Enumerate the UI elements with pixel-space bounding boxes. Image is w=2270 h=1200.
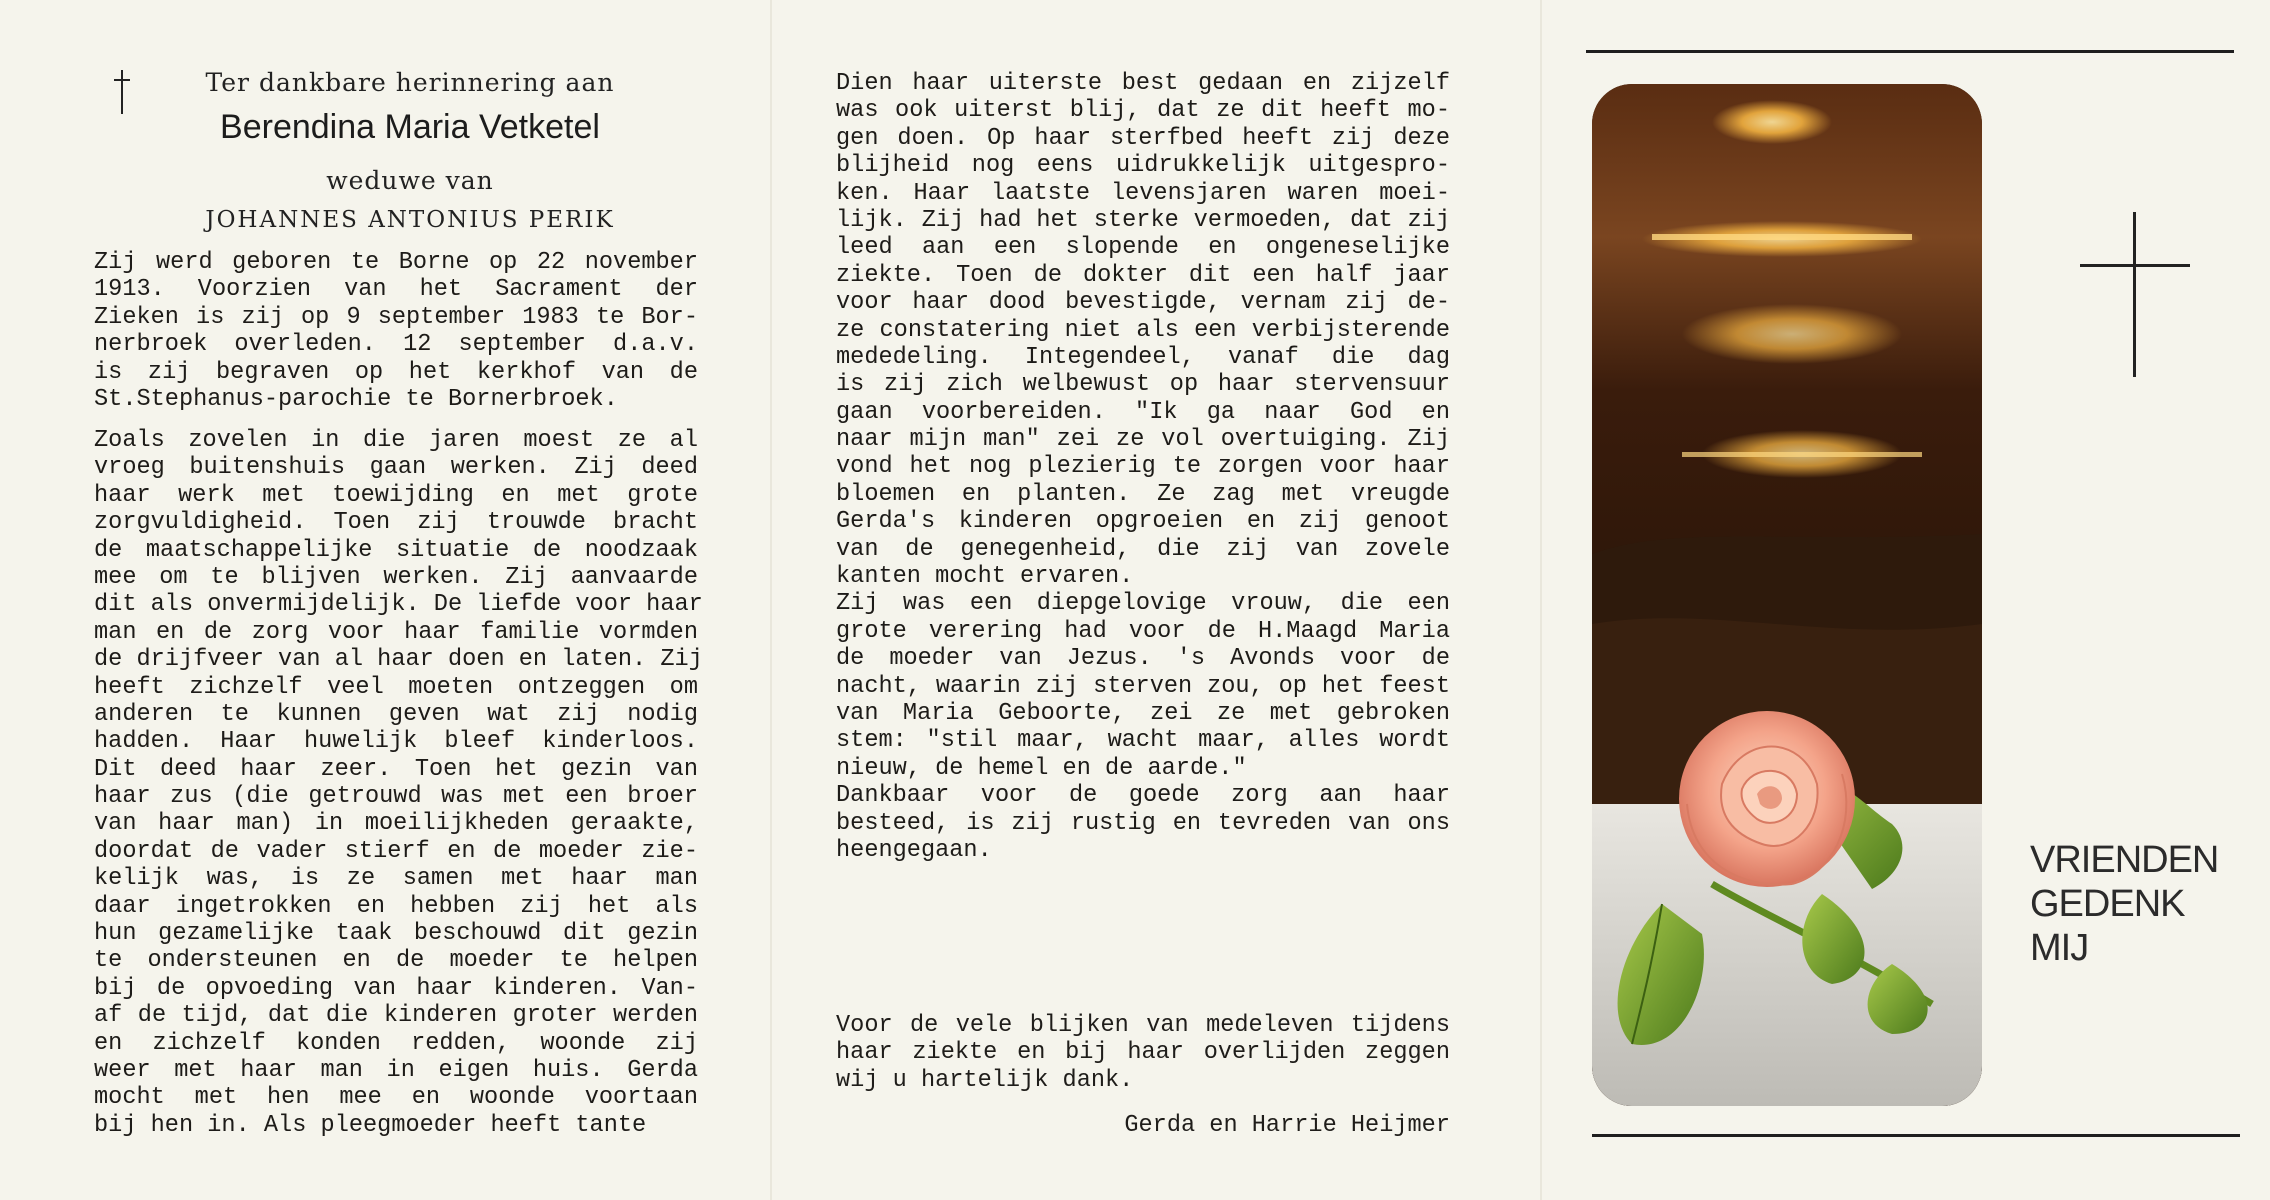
text-line: besteed, is zij rustig en tevreden van ons <box>836 809 1450 837</box>
memorial-heading: Ter dankbare herinnering aan <box>205 68 615 97</box>
text-line: Gerda's kinderen opgroeien en zij genoot <box>836 508 1450 536</box>
fold-line <box>1540 0 1542 1200</box>
motto-line: VRIENDEN <box>2030 839 2219 881</box>
text-line: stem: "stil maar, wacht maar, alles wordt <box>836 727 1450 755</box>
text-line: Voor de vele blijken van medeleven tijdens <box>836 1012 1450 1039</box>
signature: Gerda en Harrie Heijmer <box>1124 1112 1450 1139</box>
text-line: Zij was een diepgelovige vrouw, die een <box>836 590 1450 618</box>
life-story-paragraph <box>94 427 703 1139</box>
text-line: gen doen. Op haar sterfbed heeft zij deze <box>836 124 1450 152</box>
text-line: ze constatering niet als een verbijsterende <box>836 316 1450 344</box>
text-line: bij de opvoeding van haar kinderen. Van- <box>94 974 698 1002</box>
text-line: Zij werd geboren te Borne op 22 november <box>94 249 698 276</box>
text-line: heengegaan. <box>836 836 992 864</box>
text-line: vond het nog plezierig te zorgen voor haar <box>836 453 1450 481</box>
top-rule <box>1586 50 2234 53</box>
text-line: nieuw, de hemel en de aarde." <box>836 754 1247 782</box>
text-line: Dankbaar voor de goede zorg aan haar <box>836 782 1450 810</box>
birth-death-paragraph <box>94 249 698 413</box>
text-line: te ondersteunen en de moeder te helpen <box>94 947 698 975</box>
text-line: mocht met hen mee en woonde voortaan <box>94 1084 698 1112</box>
text-line: mededeling. Integendeel, vanaf die dag <box>836 343 1450 371</box>
text-line: is zij begraven op het kerkhof van de <box>94 358 698 386</box>
text-line: 1913. Voorzien van het Sacrament der <box>94 276 698 304</box>
text-line: gaan voorbereiden. "Ik ga naar God en <box>836 398 1450 426</box>
text-line: man en de zorg voor haar familie vormden <box>94 618 698 646</box>
widow-of-label: weduwe van <box>326 166 494 195</box>
text-line: leed aan een slopende en ongeneselijke <box>836 234 1450 262</box>
text-line: haar werk met toewijding en met grote <box>94 481 698 509</box>
text-line: Dien haar uiterste best gedaan en zijzelf <box>836 70 1450 97</box>
text-line: nerbroek overleden. 12 september d.a.v. <box>94 331 698 359</box>
husband-name: JOHANNES ANTONIUS PERIK <box>205 207 615 233</box>
text-line: lijk. Zij had het sterke vermoeden, dat zij <box>836 206 1450 234</box>
continued-life-story-paragraph <box>836 70 1450 864</box>
text-line: Zieken is zij op 9 september 1983 te Bor- <box>94 303 698 331</box>
fold-line <box>770 0 772 1200</box>
text-line: ziekte. Toen de dokter dit een half jaar <box>836 261 1450 289</box>
text-line: voor haar dood bevestigde, vernam zij de- <box>836 289 1450 317</box>
text-line: hadden. Haar huwelijk bleef kinderloos. <box>94 728 698 756</box>
text-line: zorgvuldigheid. Toen zij trouwde bracht <box>94 509 698 537</box>
cross-icon <box>112 70 132 114</box>
text-line: ken. Haar laatste levensjaren waren moei- <box>836 179 1450 207</box>
thanks-paragraph <box>836 1012 1450 1094</box>
text-line: en zichzelf konden redden, woonde zij <box>94 1029 698 1057</box>
text-line: daar ingetrokken en hebben zij het als <box>94 892 698 920</box>
text-line: grote verering had voor de H.Maagd Maria <box>836 617 1450 645</box>
cross-icon <box>2080 212 2190 377</box>
text-line: heeft zichzelf veel moeten ontzeggen om <box>94 673 698 701</box>
text-line: mee om te blijven werken. Zij aanvaarde <box>94 563 698 591</box>
text-line: de maatschappelijke situatie de noodzaak <box>94 536 698 564</box>
text-line: weer met haar man in eigen huis. Gerda <box>94 1056 698 1084</box>
text-line: haar zus (die getrouwd was met een broer <box>94 783 698 811</box>
text-line: van haar man) in moeilijkheden geraakte, <box>94 810 698 838</box>
text-line: dit als onvermijdelijk. De liefde voor haar <box>94 591 703 619</box>
text-line: was ook uiterst blij, dat ze dit heeft mo- <box>836 97 1450 125</box>
text-line: wij u hartelijk dank. <box>836 1066 1134 1094</box>
deceased-name: Berendina Maria Vetketel <box>220 108 600 146</box>
text-line: hun gezamelijke taak beschouwd dit gezin <box>94 920 698 948</box>
text-line: bloemen en planten. Ze zag met vreugde <box>836 480 1450 508</box>
text-line: bij hen in. Als pleegmoeder heeft tante <box>94 1111 647 1139</box>
text-line: nacht, waarin zij sterven zou, op het feest <box>836 672 1450 700</box>
text-line: vroeg buitenshuis gaan werken. Zij deed <box>94 454 698 482</box>
text-line: Dit deed haar zeer. Toen het gezin van <box>94 755 698 783</box>
text-line: haar ziekte en bij haar overlijden zeggen <box>836 1039 1450 1067</box>
motto <box>2030 838 2218 970</box>
text-line: kelijk was, is ze samen met haar man <box>94 865 698 893</box>
text-line: Zoals zovelen in die jaren moest ze al <box>94 427 698 454</box>
motto-line: MIJ <box>2030 927 2089 969</box>
text-line: doordat de vader stierf en de moeder zie- <box>94 837 698 865</box>
sunset-rose-icon <box>1592 84 1982 1106</box>
text-line: is zij zich welbewust op haar stervensuur <box>836 371 1450 399</box>
text-line: St.Stephanus-parochie te Bornerbroek. <box>94 385 618 413</box>
text-line: de drijfveer van al haar doen en laten. Zij <box>94 646 703 674</box>
bottom-rule <box>1592 1134 2240 1137</box>
motto-line: GEDENK <box>2030 883 2185 925</box>
text-line: van de genegenheid, die zij van zovele <box>836 535 1450 563</box>
text-line: anderen te kunnen geven wat zij nodig <box>94 700 698 728</box>
text-line: kanten mocht ervaren. <box>836 563 1134 591</box>
text-line: van Maria Geboorte, zei ze met gebroken <box>836 699 1450 727</box>
text-line: blijheid nog eens uidrukkelijk uitgespro- <box>836 152 1450 180</box>
text-line: naar mijn man" zei ze vol overtuiging. Zij <box>836 426 1450 454</box>
text-line: de moeder van Jezus. 's Avonds voor de <box>836 645 1450 673</box>
text-line: af de tijd, dat die kinderen groter werden <box>94 1002 698 1030</box>
